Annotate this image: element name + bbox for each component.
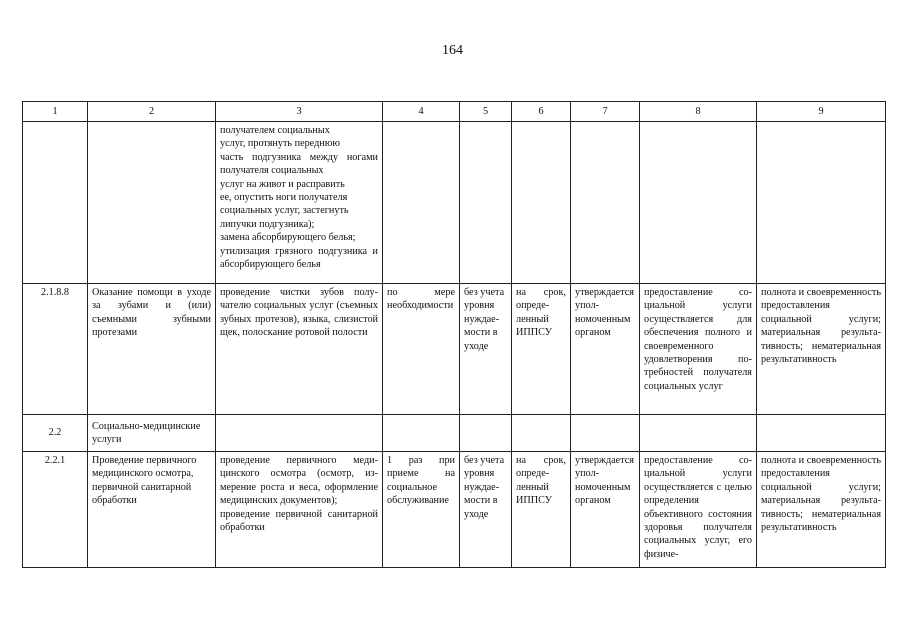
service-content <box>216 122 383 284</box>
row-number <box>23 122 88 284</box>
service-name: Оказание помощи в уходе за зубами и (или) съемными зубными протезами <box>88 284 216 415</box>
quality: полнота и своевременность предоставления социальной услуги; материальная результативность; нематериальная результативность <box>757 284 886 415</box>
header-row <box>23 102 886 122</box>
frequency: по мере необходимости <box>383 284 460 415</box>
conditions: предоставление социальной услуги осуществляется для обеспечения полного и своевременного удовлетворения потребностей получателя социальных услуг <box>640 284 757 415</box>
table-row <box>23 415 886 452</box>
header-cell-6: 6 <box>512 102 571 122</box>
term: на срок, определенный ИППСУ <box>512 284 571 415</box>
norm <box>460 122 512 284</box>
header-cell-5: 5 <box>460 102 512 122</box>
service-name: Проведение первичного медицинского осмотра, первичной санитарной обработки <box>88 452 216 568</box>
header-cell-9: 9 <box>757 102 886 122</box>
quality <box>757 122 886 284</box>
content-line: утилизация грязного подгузника и абсорбирующего белья <box>220 245 378 271</box>
quality: полнота и своевременность предоставления социальной услуги; материальная результативность; нематериальная результативность <box>757 452 886 568</box>
approval: утверждается уполномоченным органом <box>571 452 640 568</box>
service-name <box>88 122 216 284</box>
norm: без учета уровня нуждаемости в уходе <box>460 284 512 415</box>
content-line: липучки подгузника); <box>220 218 315 230</box>
term: на срок, определенный ИППСУ <box>512 452 571 568</box>
approval: утверждается уполномоченным органом <box>571 284 640 415</box>
row-number: 2.2.1 <box>23 452 88 568</box>
row-number: 2.1.8.8 <box>23 284 88 415</box>
content-line: услуг, протянуть переднюю <box>220 138 340 150</box>
content-line: проведение чистки зубов получателю социальных услуг (съемных зубных протезов), языка, слизистой щек, полоскание ротовой полости <box>220 287 378 339</box>
norm <box>460 415 512 452</box>
header-cell-2: 2 <box>88 102 216 122</box>
term <box>512 415 571 452</box>
approval <box>571 122 640 284</box>
norm: без учета уровня нуждаемости в уходе <box>460 452 512 568</box>
service-content <box>216 452 383 568</box>
content-line: часть подгузника между ногaми получателя социальных <box>220 151 378 177</box>
header-cell-1: 1 <box>23 102 88 122</box>
conditions: предоставление социальной услуги осуществляется с целью определения объективного состояния здоровья получателя социальных услуг, его физиче- <box>640 452 757 568</box>
page-number: 164 <box>442 43 463 58</box>
service-content <box>216 284 383 415</box>
frequency <box>383 122 460 284</box>
section-name: Социально-медицинские услуги <box>88 415 216 452</box>
quality <box>757 415 886 452</box>
content-line: замена абсорбирующего белья; <box>220 232 356 244</box>
header-cell-4: 4 <box>383 102 460 122</box>
content-line: социальных услуг, застегнуть <box>220 205 349 217</box>
services-table <box>22 101 886 568</box>
table-row <box>23 452 886 568</box>
service-content <box>216 415 383 452</box>
frequency: 1 раз при приеме на социальное обслуживание <box>383 452 460 568</box>
content-line: получателем социальных <box>220 125 330 136</box>
frequency <box>383 415 460 452</box>
content-line: услуг на живот и расправить <box>220 178 345 190</box>
header-cell-7: 7 <box>571 102 640 122</box>
content-line: ее, опустить ноги получателя <box>220 192 348 204</box>
row-number: 2.2 <box>23 415 88 452</box>
term <box>512 122 571 284</box>
content-line: проведение первичного медицинского осмотра (осмотр, измерение роста и веса, оформление медицинских документов); <box>220 455 378 507</box>
approval <box>571 415 640 452</box>
conditions <box>640 415 757 452</box>
table-row <box>23 284 886 415</box>
conditions <box>640 122 757 284</box>
header-cell-3: 3 <box>216 102 383 122</box>
table-row <box>23 122 886 284</box>
header-cell-8: 8 <box>640 102 757 122</box>
content-line: проведение первичной санитарной обработки <box>220 508 378 534</box>
